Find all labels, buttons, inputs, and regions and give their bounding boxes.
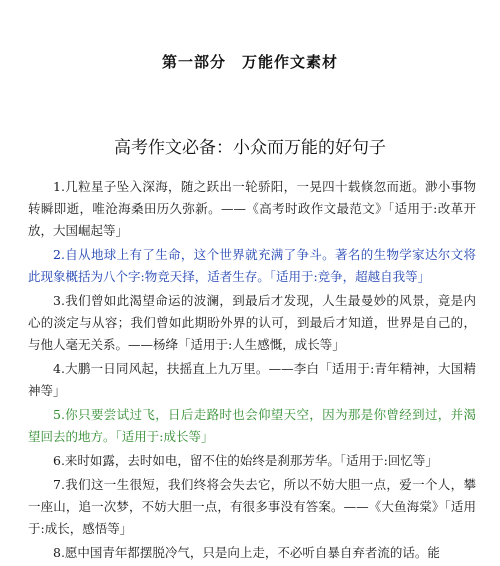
part-title: 第一部分 万能作文素材 — [161, 53, 338, 71]
paragraph-1: 1.几粒星子坠入深海，随之跃出一轮骄阳，一晃四十载倏忽而逝。渺小事物转瞬即逝，唯沧海桑田历久弥新。——《高考时政作文最范文》「适用于:改革开放，大国崛起等」 — [28, 179, 476, 238]
paragraph-2: 2.自从地球上有了生命，这个世界就充满了争斗。著名的生物学家达尔文将此现象概括为八个字:物竞天择，适者生存。「适用于:竞争，超越自我等」 — [28, 247, 476, 284]
paragraph-8: 8.愿中国青年都摆脱冷气，只是向上走，不必听自暴自弃者流的话。能 — [53, 545, 440, 560]
article-body — [28, 176, 476, 562]
paragraph-3: 3.我们曾如此渴望命运的波澜，到最后才发现，人生最曼妙的风景，竟是内心的淡定与从容；我们曾如此期盼外界的认可，到最后才知道，世界是自己的，与他人毫无关系。——杨绛「适用于:人生感慨，成长等」 — [28, 293, 476, 352]
paragraph-7: 7.我们这一生很短，我们终将会失去它，所以不妨大胆一点，爱一个人，攀一座山，追一次梦，不妨大胆一点，有很多事没有答案。——《大鱼海棠》「适用于:成长，感悟等」 — [28, 477, 476, 536]
paragraph-5: 5.你只要尝试过飞，日后走路时也会仰望天空，因为那是你曾经到过，并渴望回去的地方。「适用于:成长等」 — [28, 407, 476, 444]
article-title: 高考作文必备：小众而万能的好句子 — [114, 138, 386, 158]
paragraph-6: 6.来时如露，去时如电，留不住的始终是刹那芳华。「适用于:回忆等」 — [53, 453, 438, 468]
paragraph-4: 4.大鹏一日同风起，扶摇直上九万里。——李白「适用于:青年精神，大国精神等」 — [28, 361, 476, 398]
